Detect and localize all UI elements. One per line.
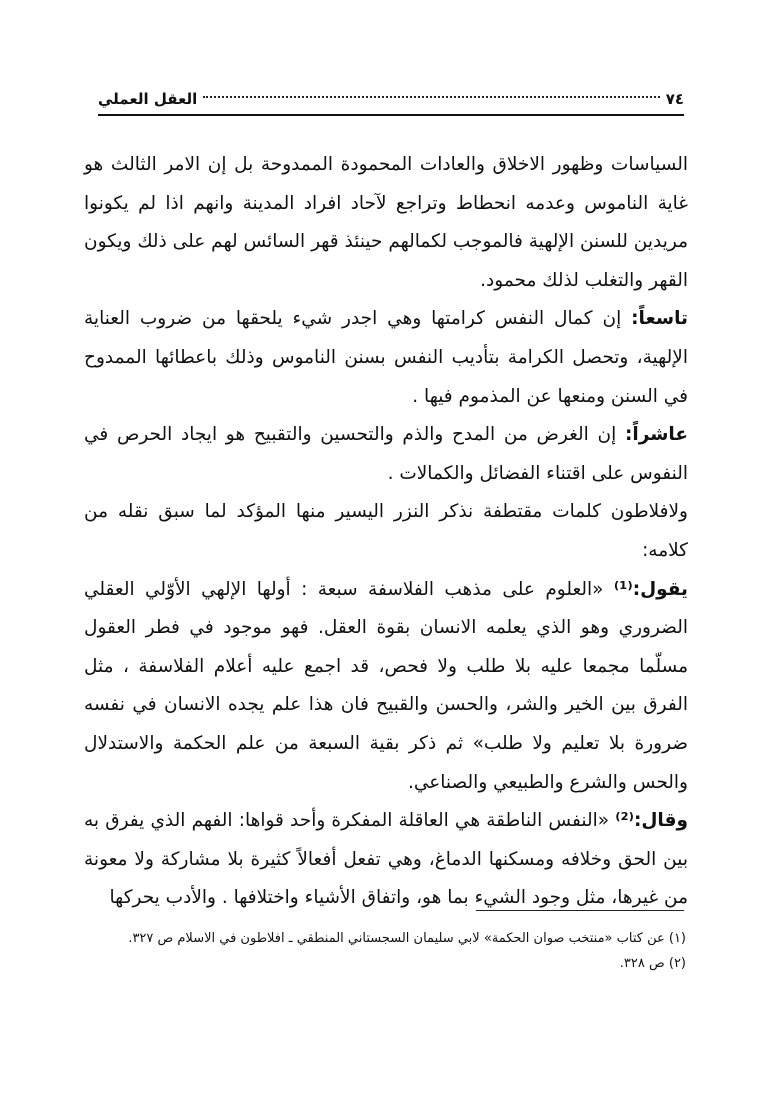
running-head (98, 82, 684, 116)
footnote-2: (٢) ص ٣٢٨. (619, 956, 686, 971)
paragraph-text: السياسات وظهور الاخلاق والعادات المحمودة الممدوحة بل إن الامر الثالث هو غاية الناموس وعدمه انحطاط وتراجع لآحاد افراد المدينة وانهم اذا لم يكونوا مريدين للسنن الإلهية فالموجب لكمالهم حينئذ قهر السائس لهم على ذلك ويكون القهر والتغلب لذلك محمود. (84, 154, 688, 291)
footnote-separator (476, 910, 684, 911)
main-text (84, 146, 688, 918)
page-number: ٧٤ (665, 90, 684, 108)
running-title: العقل العملي (98, 90, 198, 108)
footnote-1: (١) عن كتاب «منتخب صوان الحكمة» لابي سليمان السجستاني المنطقي ـ افلاطون في الاسلام ص ٣٢٧. (128, 931, 686, 946)
paragraph-3 (84, 416, 688, 493)
paragraph-1 (84, 146, 688, 300)
paragraph-text: «النفس الناطقة هي العاقلة المفكرة وأحد قواها: الفهم الذي يفرق به بين الحق وخلافه ومسكنها الدماغ، وهي تفعل أفعالاً كثيرة بلا مشاركة ولا معونة من غيرها، مثل وجود الشيء بما هو، واتفاق الأشياء واختلافها . والأدب يحركها (84, 810, 688, 909)
footnotes (80, 926, 686, 976)
paragraph-lead: وقال:⁽²⁾ (615, 810, 688, 832)
leader-dots (203, 96, 659, 98)
paragraph-text: إن الغرض من المدح والذم والتحسين والتقبيح هو ايجاد الحرص في النفوس على اقتناء الفضائل والكمالات . (84, 424, 688, 484)
paragraph-lead: يقول:⁽¹⁾ (613, 578, 688, 600)
paragraph-6 (84, 802, 688, 918)
paragraph-2 (84, 300, 688, 416)
page-header (98, 82, 684, 116)
paragraph-5 (84, 571, 688, 803)
paragraph-text: «العلوم على مذهب الفلاسفة سبعة : أولها الإلهي الأوّلي العقلي الضروري وهو الذي يعلمه الانسان بقوة العقل. فهو موجود في فطر العقول مسلّما مجمعا عليه بلا طلب ولا فحص، قد اجمع عليه أعلام الفلاسفة ، مثل الفرق بين الخير والشر، والحسن والقبيح فان هذا علم يجده الانسان في نفسه ضرورة بلا تعليم ولا طلب» ثم ذكر بقية السبعة من علم الحكمة والاستدلال والحس والشرع والطبيعي والصناعي. (84, 578, 688, 793)
paragraph-4 (84, 493, 688, 570)
paragraph-lead: عاشراً: (624, 424, 688, 446)
paragraph-text: ولافلاطون كلمات مقتطفة نذكر النزر اليسير منها المؤكد لما سبق نقله من كلامه: (84, 501, 688, 561)
paragraph-text: إن كمال النفس كرامتها وهي اجدر شيء يلحقها من ضروب العناية الإلهية، وتحصل الكرامة بتأديب النفس بسنن الناموس وذلك باعطائها الممدوح في السنن ومنعها عن المذموم فيها . (84, 308, 688, 407)
header-rule (98, 114, 684, 116)
paragraph-lead: تاسعاً: (631, 308, 688, 330)
